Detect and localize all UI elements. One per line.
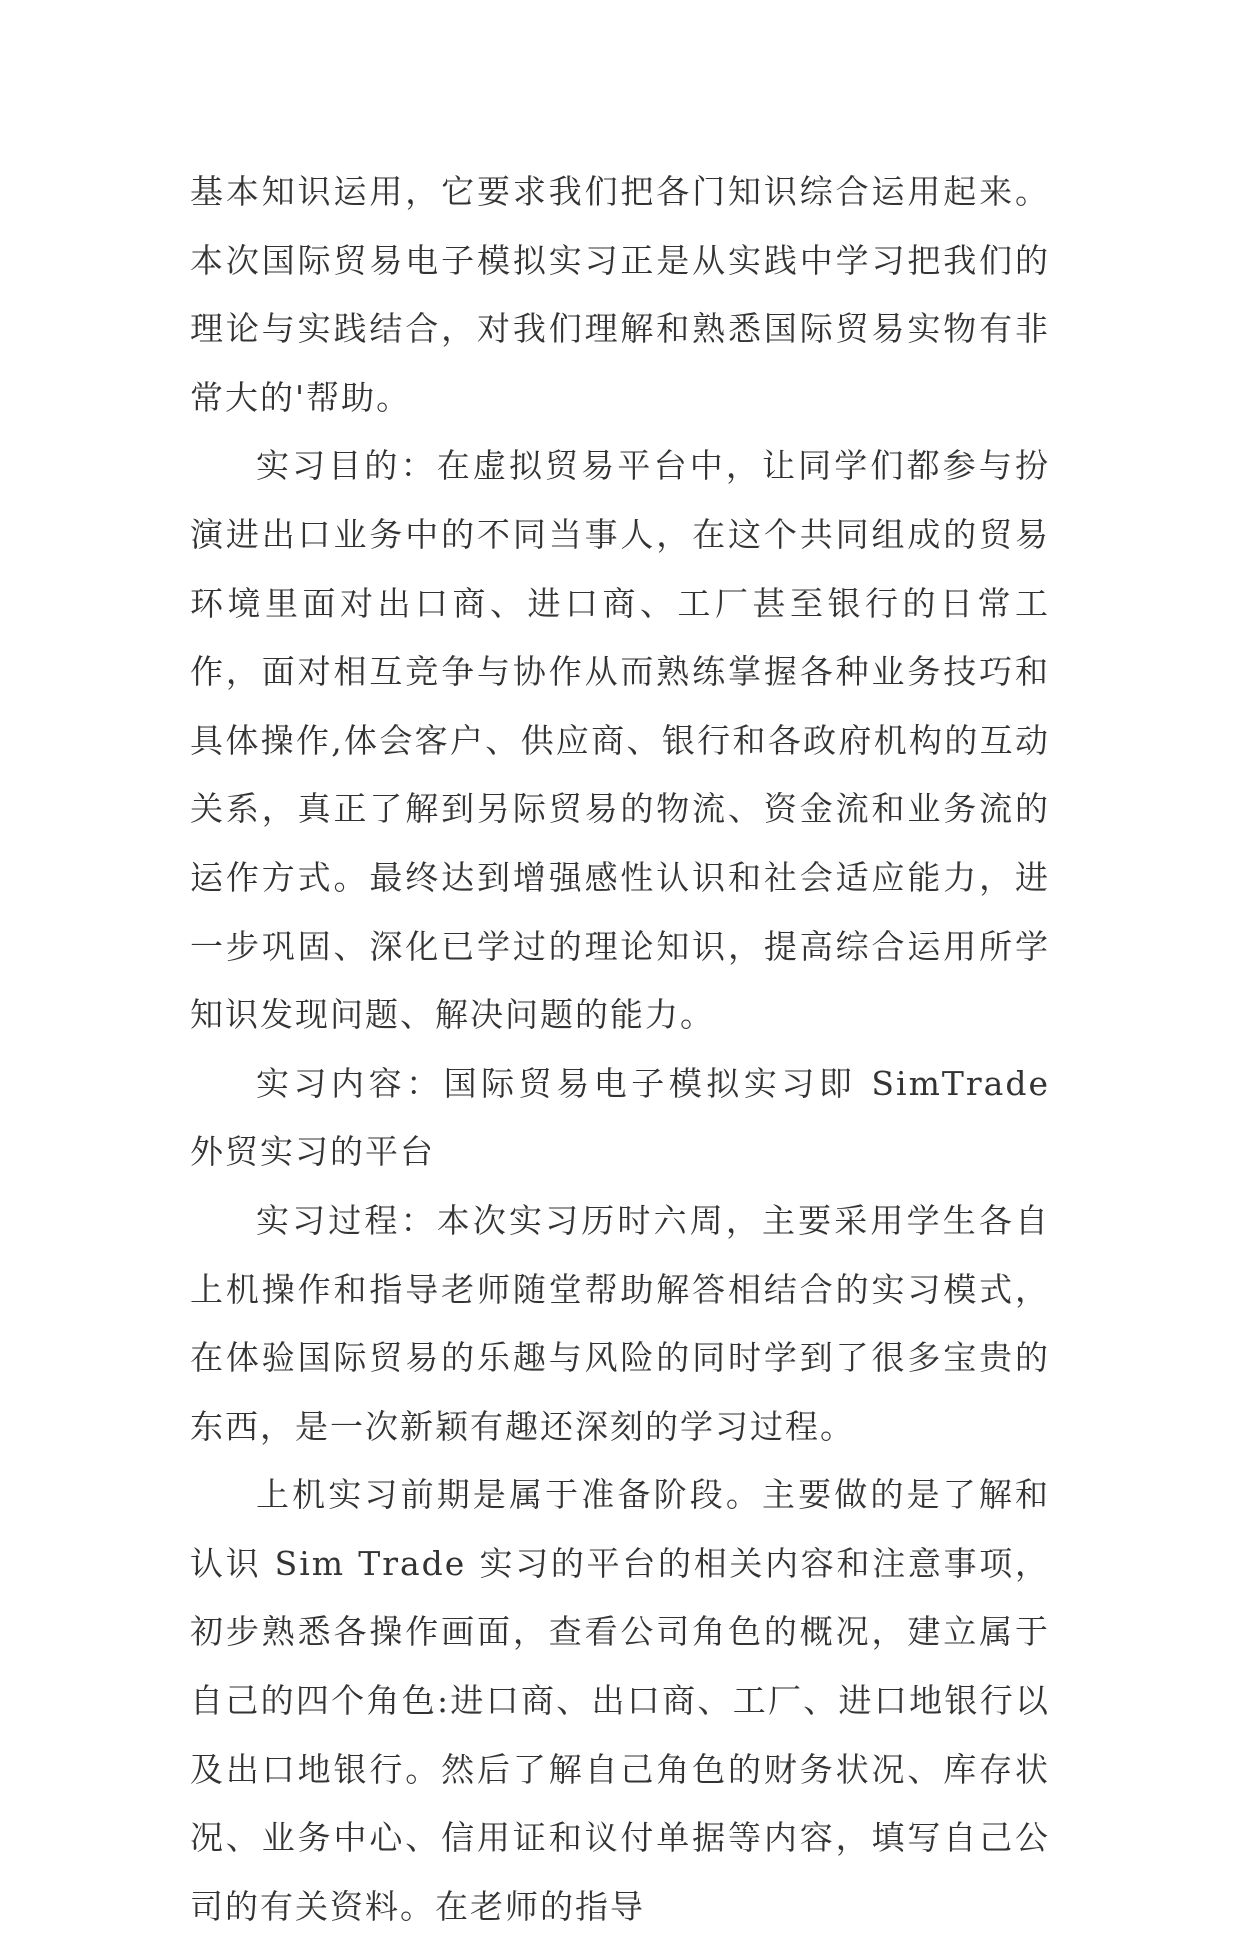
document-body [190,158,1050,1941]
paragraph-preparation: 上机实习前期是属于准备阶段。主要做的是了解和认识 Sim Trade 实习的平台的相关内容和注意事项，初步熟悉各操作画面，查看公司角色的概况，建立属于自己的四个角色:进口商、出口商、工厂、进口地银行以及出口地银行。然后了解自己角色的财务状况、库存状况、业务中心、信用证和议付单据等内容，填写自己公司的有关资料。在老师的指导 [190,1475,1050,1926]
paragraph-purpose: 实习目的：在虚拟贸易平台中，让同学们都参与扮演进出口业务中的不同当事人，在这个共同组成的贸易环境里面对出口商、进口商、工厂甚至银行的日常工作，面对相互竞争与协作从而熟练掌握各种业务技巧和具体操作,体会客户、供应商、银行和各政府机构的互动关系，真正了解到另际贸易的物流、资金流和业务流的运作方式。最终达到增强感性认识和社会适应能力，进一步巩固、深化已学过的理论知识，提高综合运用所学知识发现问题、解决问题的能力。 [190,446,1050,1035]
paragraph-content: 实习内容：国际贸易电子模拟实习即 SimTrade 外贸实习的平台 [190,1063,1050,1172]
paragraph-intro-continued: 基本知识运用，它要求我们把各门知识综合运用起来。本次国际贸易电子模拟实习正是从实践中学习把我们的理论与实践结合，对我们理解和熟悉国际贸易实物有非常大的'帮助。 [190,172,1050,417]
paragraph-process: 实习过程：本次实习历时六周，主要采用学生各自上机操作和指导老师随堂帮助解答相结合的实习模式，在体验国际贸易的乐趣与风险的同时学到了很多宝贵的东西，是一次新颖有趣还深刻的学习过程。 [190,1200,1050,1446]
